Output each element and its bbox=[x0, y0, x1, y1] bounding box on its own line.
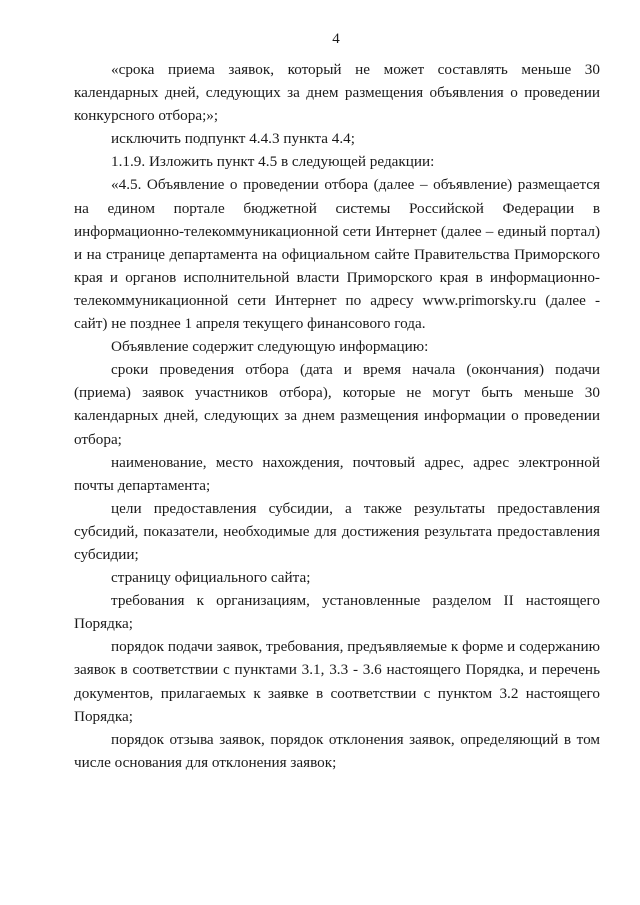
paragraph-4-5-announcement: «4.5. Объявление о проведении отбора (далее – объявление) размещается на едином портале бюджетной системы Российской Федерации в информационно-телекоммуникационной сети Интернет (далее – единый портал) и на странице департамента на официальном сайте Правительства Приморского края и органов исполнительной власти Приморского края в информационно-телекоммуникационной сети Интернет по адресу www.primorsky.ru (далее - сайт) не позднее 1 апреля текущего финансового года. bbox=[74, 176, 600, 333]
paragraph-department-details: наименование, место нахождения, почтовый адрес, адрес электронной почты департамента; bbox=[74, 453, 600, 494]
document-body bbox=[74, 58, 600, 774]
paragraph-organization-requirements: требования к организациям, установленные разделом II настоящего Порядка; bbox=[74, 592, 600, 633]
page-number: 4 bbox=[332, 31, 340, 47]
paragraph-selection-dates: сроки проведения отбора (дата и время начала (окончания) подачи (приема) заявок участников отбора), которые не могут быть меньше 30 календарных дней, следующих за днем размещения информации о проведении отбора; bbox=[74, 361, 600, 448]
paragraph-application-procedure: порядок подачи заявок, требования, предъявляемые к форме и содержанию заявок в соответствии с пунктами 3.1, 3.3 - 3.6 настоящего Порядка, и перечень документов, прилагаемых к заявке в соответствии с пунктом 3.2 настоящего Порядка; bbox=[74, 638, 600, 725]
paragraph-withdrawal-procedure: порядок отзыва заявок, порядок отклонения заявок, определяющий в том числе основания для отклонения заявок; bbox=[74, 730, 600, 771]
paragraph-exclude-subclause: исключить подпункт 4.4.3 пункта 4.4; bbox=[111, 130, 355, 148]
paragraph-deadline-clause: «срока приема заявок, который не может составлять меньше 30 календарных дней, следующих за днем размещения объявления о проведении конкурсного отбора;»; bbox=[74, 61, 600, 125]
paragraph-subsidy-goals: цели предоставления субсидии, а также результаты предоставления субсидий, показатели, необходимые для достижения результата предоставления субсидии; bbox=[74, 499, 600, 563]
paragraph-amend-4-5: 1.1.9. Изложить пункт 4.5 в следующей редакции: bbox=[111, 153, 435, 171]
paragraph-website-page: страницу официального сайта; bbox=[111, 569, 311, 587]
paragraph-announcement-contents: Объявление содержит следующую информацию: bbox=[111, 338, 429, 356]
